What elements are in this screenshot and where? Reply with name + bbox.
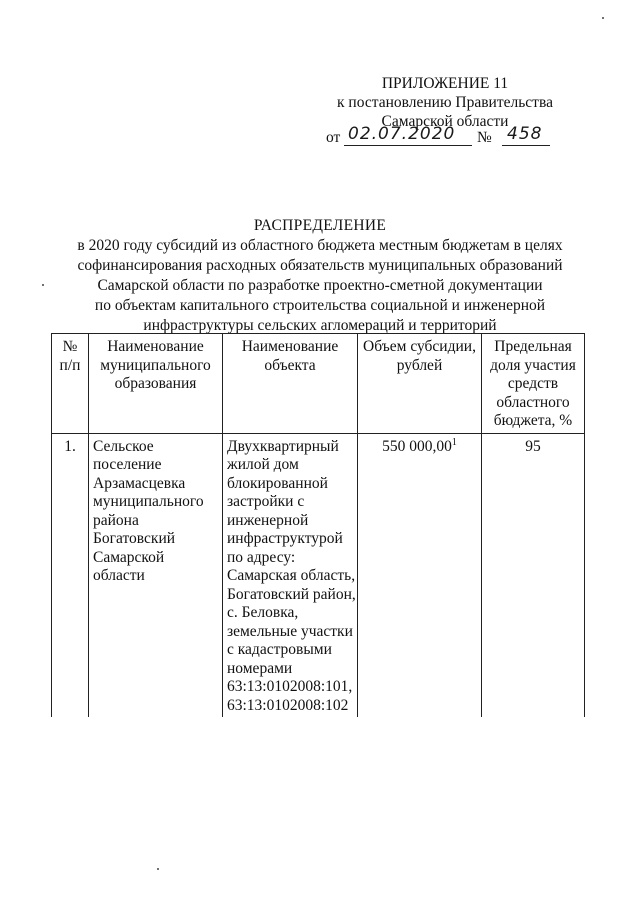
- distribution-table: [51, 333, 585, 717]
- number-prefix: №: [477, 129, 492, 146]
- number-underline: [502, 145, 550, 146]
- cell-municipality: Сельское поселение Арзамасцевка муниципального района Богатовский Самарской области: [89, 433, 223, 717]
- cell-number: 1.: [52, 433, 89, 717]
- scan-speck: [157, 868, 159, 870]
- appendix-header: [300, 74, 590, 131]
- header-municipality: Наименование муниципального образования: [89, 334, 223, 434]
- cell-object: Двухквартирный жилой дом блокированной застройки с инженерной инфраструктурой по адресу: Самарская область, Богатовский район, с. Беловка, земельные участки с кадастровыми номерами 63:13:0102008:101, 63:13:0102008:102: [223, 433, 358, 717]
- header-object: Наименование объекта: [223, 334, 358, 434]
- document-title: [60, 216, 580, 336]
- amount-value: 550 000,00: [382, 437, 452, 455]
- header-number: № п/п: [52, 334, 89, 434]
- scan-speck: [42, 284, 44, 286]
- title-line: софинансирования расходных обязательств муниципальных образований: [77, 257, 563, 274]
- decree-date-number: [326, 124, 566, 150]
- title-heading: РАСПРЕДЕЛЕНИЕ: [253, 217, 387, 234]
- cell-share: 95: [482, 433, 585, 717]
- appendix-decree-line: к постановлению Правительства: [337, 94, 553, 111]
- header-amount: Объем субсидии, рублей: [358, 334, 482, 434]
- handwritten-date: 02.07.2020: [348, 124, 456, 144]
- title-line: Самарской области по разработке проектно-сметной документации: [97, 277, 543, 294]
- table-row: [52, 433, 585, 717]
- amount-footnote: 1: [451, 436, 457, 448]
- title-line: в 2020 году субсидий из областного бюджета местным бюджетам в целях: [77, 237, 563, 254]
- date-underline: [344, 145, 472, 146]
- scan-speck: [602, 17, 604, 19]
- header-share: Предельная доля участия средств областного бюджета, %: [482, 334, 585, 434]
- date-prefix: от: [326, 129, 341, 146]
- appendix-region-line: Самарской области: [381, 113, 509, 130]
- title-line: инфраструктуры сельских агломераций и территорий: [143, 317, 497, 334]
- table-header-row: [52, 334, 585, 434]
- appendix-title: ПРИЛОЖЕНИЕ 11: [381, 75, 509, 92]
- handwritten-number: 458: [507, 124, 543, 144]
- title-line: по объектам капитального строительства социальной и инженерной: [94, 297, 546, 314]
- cell-amount: [358, 433, 482, 717]
